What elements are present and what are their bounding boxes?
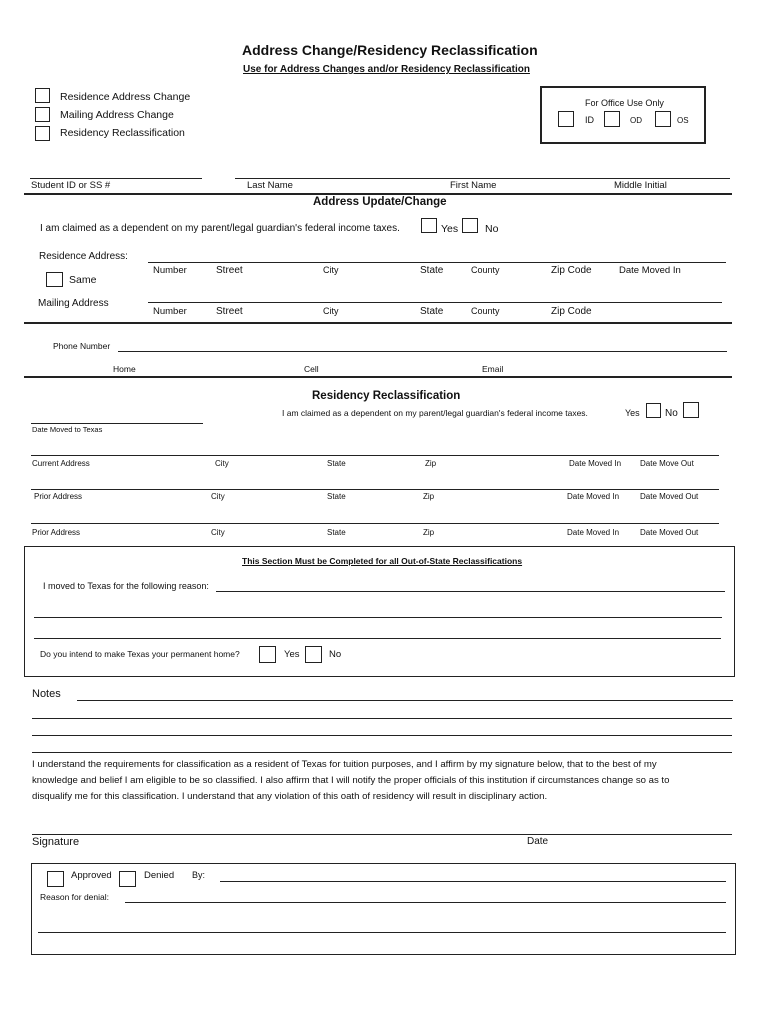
residency-dependent-no-checkbox[interactable] xyxy=(683,402,699,418)
residency-dependent-yes-label: Yes xyxy=(625,408,640,418)
signature-date-label: Date xyxy=(527,836,549,847)
address-dependent-yes-label: Yes xyxy=(441,223,459,235)
same-address-label: Same xyxy=(69,274,97,286)
mailing-street-label: Street xyxy=(216,306,243,317)
notes-line-2[interactable] xyxy=(32,718,732,719)
signature-label: Signature xyxy=(32,836,80,848)
phone-number-line[interactable] xyxy=(118,351,727,352)
approval-box xyxy=(31,863,736,955)
permanent-home-yes-checkbox[interactable] xyxy=(259,646,276,663)
permanent-home-yes-label: Yes xyxy=(284,649,300,660)
residence-county-label: County xyxy=(471,265,500,275)
phone-cell-label: Cell xyxy=(304,364,319,374)
reason-for-denial-line-1[interactable] xyxy=(125,902,726,903)
denied-checkbox[interactable] xyxy=(119,871,136,887)
residence-city-label: City xyxy=(323,265,339,275)
approved-by-line[interactable] xyxy=(220,881,726,882)
residence-address-change-label: Residence Address Change xyxy=(60,91,191,103)
address-dependent-question: I am claimed as a dependent on my parent/legal guardian's federal income taxes. xyxy=(40,223,400,234)
prior-2-zip-label: Zip xyxy=(423,528,435,537)
notes-label: Notes xyxy=(32,688,61,700)
prior-address-1-line[interactable] xyxy=(31,489,719,490)
residence-address-change-checkbox[interactable] xyxy=(35,88,50,103)
residence-street-label: Street xyxy=(216,265,243,276)
mailing-address-change-checkbox[interactable] xyxy=(35,107,50,122)
prior-2-state-label: State xyxy=(327,528,346,537)
phone-number-label: Phone Number xyxy=(53,341,111,351)
section-divider xyxy=(24,376,732,378)
residency-dependent-question: I am claimed as a dependent on my parent/legal guardian's federal income taxes. xyxy=(282,408,588,418)
affirmation-line-1: I understand the requirements for classification as a resident of Texas for tuition purposes, and I affirm by my signature below, that to the best of my xyxy=(32,759,657,770)
office-use-title: For Office Use Only xyxy=(585,98,664,108)
address-dependent-yes-checkbox[interactable] xyxy=(421,218,437,233)
residency-reclassification-label: Residency Reclassification xyxy=(60,127,185,139)
section-divider xyxy=(24,193,732,195)
mailing-number-label: Number xyxy=(153,306,187,317)
office-id-label: ID xyxy=(585,115,594,125)
notes-line-3[interactable] xyxy=(32,735,732,736)
prior-1-date-moved-out-label: Date Moved Out xyxy=(640,492,699,501)
mailing-address-line[interactable] xyxy=(148,302,722,303)
date-moved-texas-line[interactable] xyxy=(31,423,203,424)
prior-1-zip-label: Zip xyxy=(423,492,435,501)
prior-1-state-label: State xyxy=(327,492,346,501)
by-label: By: xyxy=(192,870,206,880)
current-date-move-out-label: Date Move Out xyxy=(640,459,694,468)
prior-1-city-label: City xyxy=(211,492,225,501)
form-subtitle: Use for Address Changes and/or Residency Reclassification xyxy=(243,64,530,75)
denied-label: Denied xyxy=(144,870,175,881)
approved-label: Approved xyxy=(71,870,112,881)
prior-1-date-moved-in-label: Date Moved In xyxy=(567,492,620,501)
residence-address-line[interactable] xyxy=(148,262,726,263)
residence-zip-label: Zip Code xyxy=(551,265,592,276)
residence-address-label: Residence Address: xyxy=(39,251,128,262)
residence-state-label: State xyxy=(420,265,444,276)
permanent-home-no-label: No xyxy=(329,649,342,660)
first-name-label: First Name xyxy=(450,180,497,191)
current-city-label: City xyxy=(215,459,229,468)
permanent-home-no-checkbox[interactable] xyxy=(305,646,322,663)
same-address-checkbox[interactable] xyxy=(46,272,63,287)
middle-initial-label: Middle Initial xyxy=(614,180,667,191)
reason-line-1[interactable] xyxy=(216,591,725,592)
reason-for-denial-label: Reason for denial: xyxy=(40,892,109,902)
office-id-checkbox[interactable] xyxy=(558,111,574,127)
signature-line[interactable] xyxy=(32,834,732,835)
office-os-checkbox[interactable] xyxy=(655,111,671,127)
address-dependent-no-label: No xyxy=(485,223,499,235)
reason-label: I moved to Texas for the following reason: xyxy=(43,581,209,591)
mailing-state-label: State xyxy=(420,306,444,317)
mailing-city-label: City xyxy=(323,306,339,316)
prior-address-2-line[interactable] xyxy=(31,523,719,524)
out-of-state-heading: This Section Must be Completed for all Out-of-State Reclassifications xyxy=(242,556,523,566)
prior-address-1-label: Prior Address xyxy=(34,492,83,501)
prior-2-date-moved-in-label: Date Moved In xyxy=(567,528,620,537)
name-line[interactable] xyxy=(235,178,730,179)
approved-checkbox[interactable] xyxy=(47,871,64,887)
phone-home-label: Home xyxy=(113,364,136,374)
current-address-label: Current Address xyxy=(32,459,90,468)
mailing-address-change-label: Mailing Address Change xyxy=(60,109,174,121)
office-od-checkbox[interactable] xyxy=(604,111,620,127)
residency-reclassification-checkbox[interactable] xyxy=(35,126,50,141)
mailing-county-label: County xyxy=(471,306,500,316)
current-zip-label: Zip xyxy=(425,459,437,468)
last-name-label: Last Name xyxy=(247,180,293,191)
mailing-zip-label: Zip Code xyxy=(551,306,592,317)
section-divider xyxy=(24,322,732,324)
date-moved-texas-label: Date Moved to Texas xyxy=(32,425,103,434)
student-id-line[interactable] xyxy=(30,178,202,179)
reason-for-denial-line-2[interactable] xyxy=(38,932,726,933)
affirmation-line-2: knowledge and belief I am eligible to be so classified. I also affirm that I will notify the proper officials of this institution if circumstances change so as to xyxy=(32,775,670,786)
prior-2-city-label: City xyxy=(211,528,225,537)
residence-number-label: Number xyxy=(153,265,187,276)
prior-2-date-moved-out-label: Date Moved Out xyxy=(640,528,699,537)
student-id-label: Student ID or SS # xyxy=(31,180,111,191)
mailing-address-label: Mailing Address xyxy=(38,298,109,309)
current-state-label: State xyxy=(327,459,346,468)
residency-dependent-yes-checkbox[interactable] xyxy=(646,403,661,418)
reason-line-3[interactable] xyxy=(34,638,721,639)
residency-heading: Residency Reclassification xyxy=(312,390,461,402)
address-update-heading: Address Update/Change xyxy=(313,196,447,208)
current-address-line[interactable] xyxy=(31,455,719,456)
residence-date-moved-label: Date Moved In xyxy=(619,265,681,276)
notes-line-1[interactable] xyxy=(77,700,733,701)
form-title: Address Change/Residency Reclassification xyxy=(242,42,538,58)
address-dependent-no-checkbox[interactable] xyxy=(462,218,478,233)
office-os-label: OS xyxy=(677,116,689,125)
permanent-home-question: Do you intend to make Texas your permanent home? xyxy=(40,649,240,659)
prior-address-2-label: Prior Address xyxy=(32,528,81,537)
email-label: Email xyxy=(482,364,504,374)
office-od-label: OD xyxy=(630,116,642,125)
residency-dependent-no-label: No xyxy=(665,408,678,419)
notes-line-4[interactable] xyxy=(32,752,732,753)
reason-line-2[interactable] xyxy=(34,617,722,618)
current-date-moved-in-label: Date Moved In xyxy=(569,459,622,468)
affirmation-line-3: disqualify me for this classification. I understand that any violation of this oath of residency will result in disciplinary action. xyxy=(32,791,548,802)
